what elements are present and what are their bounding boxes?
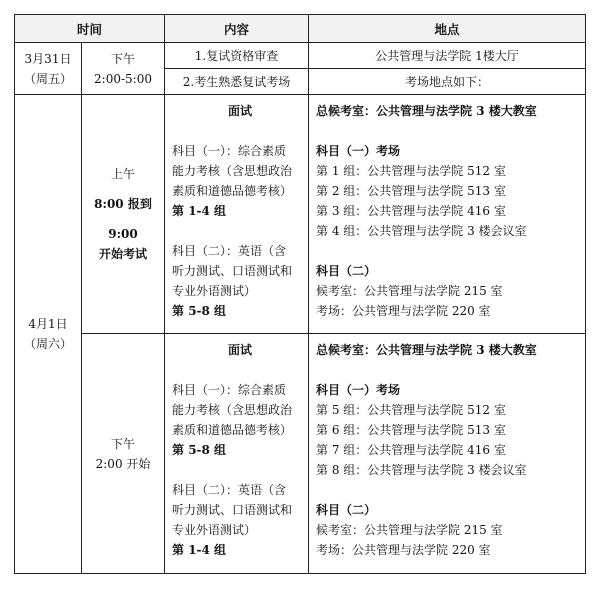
- afternoon-content-title: 面试: [228, 343, 253, 357]
- day2-morning-time-cell: [82, 95, 165, 334]
- afternoon-s2-line: 科目（二）：英语（含: [172, 483, 287, 497]
- morning-s1-room: 第 2 组：公共管理与法学院 513 室: [316, 184, 506, 198]
- afternoon-s1-room: 第 5 组：公共管理与法学院 512 室: [316, 403, 506, 417]
- afternoon-s1-room: 第 7 组：公共管理与法学院 416 室: [316, 443, 506, 457]
- afternoon-s1-room: 第 8 组：公共管理与法学院 3 楼会议室: [316, 463, 527, 477]
- morning-waiting-hall: 总候考室：公共管理与法学院 3 楼大教室: [316, 104, 537, 118]
- day1-item1-location: 公共管理与法学院 1楼大厅: [309, 43, 586, 69]
- day1-date-cell: [15, 43, 82, 95]
- afternoon-s1-title: 科目（一）考场: [316, 383, 401, 397]
- morning-s2-title: 科目（二）: [316, 264, 377, 278]
- morning-s2-line: 专业外语测试）: [172, 284, 257, 298]
- day1-hours: 2:00-5:00: [94, 71, 152, 86]
- morning-s1-room: 第 3 组：公共管理与法学院 416 室: [316, 204, 506, 218]
- header-row: [15, 15, 586, 43]
- morning-s2-line: 科目（二）：英语（含: [172, 244, 287, 258]
- schedule-table: [14, 14, 586, 574]
- afternoon-period: 下午: [111, 436, 136, 451]
- header-time: 时间: [15, 15, 165, 43]
- day2-date: 4月1日: [28, 317, 68, 331]
- afternoon-s2-room: 考场：公共管理与法学院 220 室: [316, 543, 491, 557]
- morning-s1-room: 第 1 组：公共管理与法学院 512 室: [316, 164, 506, 178]
- day1-period: 下午: [111, 51, 136, 66]
- morning-start-label: 开始考试: [99, 247, 148, 261]
- afternoon-s1-line: 能力考核（含思想政治: [172, 403, 293, 417]
- morning-report: 8:00 报到: [94, 197, 152, 211]
- morning-content-cell: [165, 95, 309, 334]
- morning-s2-groups: 第 5-8 组: [172, 304, 227, 318]
- day2-afternoon-time-cell: [82, 334, 165, 574]
- day2-afternoon-row: [15, 334, 586, 574]
- day2-date-cell: [15, 95, 82, 574]
- morning-s2-room: 考场：公共管理与法学院 220 室: [316, 304, 491, 318]
- afternoon-s1-line: 科目（一）：综合素质: [172, 383, 287, 397]
- morning-s1-line: 能力考核（含思想政治: [172, 164, 293, 178]
- afternoon-s1-line: 素质和道德品德考核）: [172, 423, 293, 437]
- morning-s2-line: 听力测试、口语测试和: [172, 264, 293, 278]
- afternoon-waiting-hall: 总候考室：公共管理与法学院 3 楼大教室: [316, 343, 537, 357]
- afternoon-start: 2:00 开始: [95, 456, 151, 471]
- day1-date: 3月31日: [24, 51, 72, 66]
- day1-weekday: （周五）: [23, 71, 72, 86]
- day1-row-1: [15, 43, 586, 69]
- afternoon-s2-line: 专业外语测试）: [172, 523, 257, 537]
- morning-s2-room: 候考室：公共管理与法学院 215 室: [316, 284, 503, 298]
- day1-item2-location: 考场地点如下：: [309, 69, 586, 95]
- morning-s1-groups: 第 1-4 组: [172, 204, 227, 218]
- afternoon-s2-room: 候考室：公共管理与法学院 215 室: [316, 523, 503, 537]
- morning-s1-line: 科目（一）：综合素质: [172, 144, 287, 158]
- day1-item2-content: 2.考生熟悉复试考场: [165, 69, 309, 95]
- afternoon-s2-groups: 第 1-4 组: [172, 543, 227, 557]
- header-location: 地点: [309, 15, 586, 43]
- day2-weekday: （周六）: [23, 337, 72, 351]
- afternoon-s1-room: 第 6 组：公共管理与法学院 513 室: [316, 423, 506, 437]
- morning-s1-title: 科目（一）考场: [316, 144, 401, 158]
- afternoon-content-cell: [165, 334, 309, 574]
- morning-s1-room: 第 4 组：公共管理与法学院 3 楼会议室: [316, 224, 527, 238]
- header-content: 内容: [165, 15, 309, 43]
- morning-period: 上午: [111, 167, 136, 181]
- afternoon-s2-title: 科目（二）: [316, 503, 377, 517]
- morning-s1-line: 素质和道德品德考核）: [172, 184, 293, 198]
- morning-location-cell: [309, 95, 586, 334]
- day1-time-cell: [82, 43, 165, 95]
- morning-content-title: 面试: [228, 104, 253, 118]
- day1-item1-content: 1.复试资格审查: [165, 43, 309, 69]
- day2-morning-row: [15, 95, 586, 334]
- afternoon-location-cell: [309, 334, 586, 574]
- afternoon-s2-line: 听力测试、口语测试和: [172, 503, 293, 517]
- afternoon-s1-groups: 第 5-8 组: [172, 443, 227, 457]
- morning-start-time: 9:00: [108, 227, 138, 241]
